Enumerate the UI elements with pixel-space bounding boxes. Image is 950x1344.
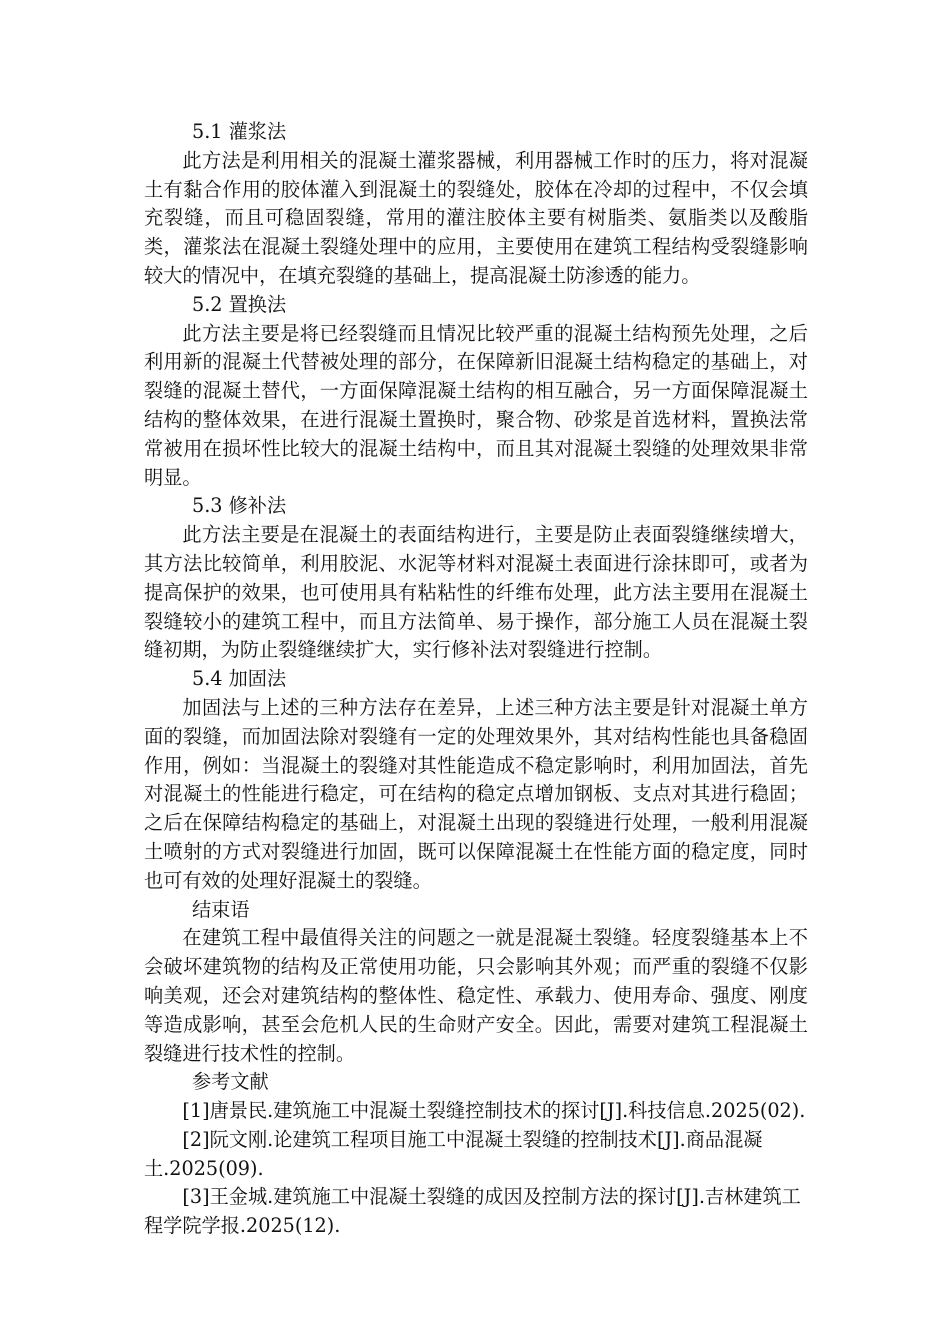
section-heading: 5.4 加固法 xyxy=(192,667,287,691)
reference-item: [1]唐景民.建筑施工中混凝土裂缝控制技术的探讨[J].科技信息.2025(02). xyxy=(182,1099,806,1123)
section-body: 此方法主要是将已经裂缝而且情况比较严重的混凝土结构预先处理，之后利用新的混凝土代替被处理的部分，在保障新旧混凝土结构稳定的基础上，对裂缝的混凝土替代，一方面保障混凝土结构的相互融合，另一方面保障混凝土结构的整体效果，在进行混凝土置换时，聚合物、砂浆是首选材料，置换法常常被用在损坏性比较大的混凝土结构中，而且其对混凝土裂缝的处理效果非常明显。 xyxy=(144,321,808,489)
section-repair xyxy=(144,492,808,665)
reference-item: [2]阮文刚.论建筑工程项目施工中混凝土裂缝的控制技术[J].商品混凝土.2025(09). xyxy=(144,1127,763,1180)
section-grouting xyxy=(144,118,808,291)
section-body: 加固法与上述的三种方法存在差异，上述三种方法主要是针对混凝土单方面的裂缝，而加固法除对裂缝有一定的处理效果外，其对结构性能也具备稳固作用，例如：当混凝土的裂缝对其性能造成不稳定影响时，利用加固法，首先对混凝土的性能进行稳定，可在结构的稳定点增加钢板、支点对其进行稳固；之后在保障结构稳定的基础上，对混凝土出现的裂缝进行处理，一般利用混凝土喷射的方式对裂缝进行加固，既可以保障混凝土在性能方面的稳定度，同时也可有效的处理好混凝土的裂缝。 xyxy=(144,695,808,892)
section-body: 此方法主要是在混凝土的表面结构进行，主要是防止表面裂缝继续增大，其方法比较简单，利用胶泥、水泥等材料对混凝土表面进行涂抹即可，或者为提高保护的效果，也可使用具有粘粘性的纤维布处理，此方法主要用在混凝土裂缝较小的建筑工程中，而且方法简单、易于操作，部分施工人员在混凝土裂缝初期，为防止裂缝继续扩大，实行修补法对裂缝进行控制。 xyxy=(144,523,808,662)
section-heading: 结束语 xyxy=(192,897,250,921)
document-page xyxy=(144,118,808,1241)
reference-item: [3]王金城.建筑施工中混凝土裂缝的成因及控制方法的探讨[J].吉林建筑工程学院学报.2025(12). xyxy=(144,1185,801,1238)
section-heading: 5.1 灌浆法 xyxy=(192,120,287,143)
section-body: 此方法是利用相关的混凝土灌浆器械，利用器械工作时的压力，将对混凝土有黏合作用的胶体灌入到混凝土的裂缝处，胶体在冷却的过程中，不仅会填充裂缝，而且可稳固裂缝，常用的灌注胶体主要有树脂类、氨脂类以及酸脂类，灌浆法在混凝土裂缝处理中的应用，主要使用在建筑工程结构受裂缝影响较大的情况中，在填充裂缝的基础上，提高混凝土防渗透的能力。 xyxy=(144,148,808,287)
references-section xyxy=(144,1068,808,1241)
section-heading: 5.2 置换法 xyxy=(192,292,287,316)
section-body: 在建筑工程中最值得关注的问题之一就是混凝土裂缝。轻度裂缝基本上不会破坏建筑物的结构及正常使用功能，只会影响其外观；而严重的裂缝不仅影响美观，还会对建筑结构的整体性、稳定性、承载力、使用寿命、强度、刚度等造成影响，甚至会危机人民的生命财产安全。因此，需要对建筑工程混凝土裂缝进行技术性的控制。 xyxy=(144,926,808,1065)
section-reinforcement xyxy=(144,665,808,895)
references-heading: 参考文献 xyxy=(192,1070,269,1094)
section-replacement xyxy=(144,291,808,493)
section-heading: 5.3 修补法 xyxy=(192,494,287,518)
section-conclusion xyxy=(144,896,808,1069)
